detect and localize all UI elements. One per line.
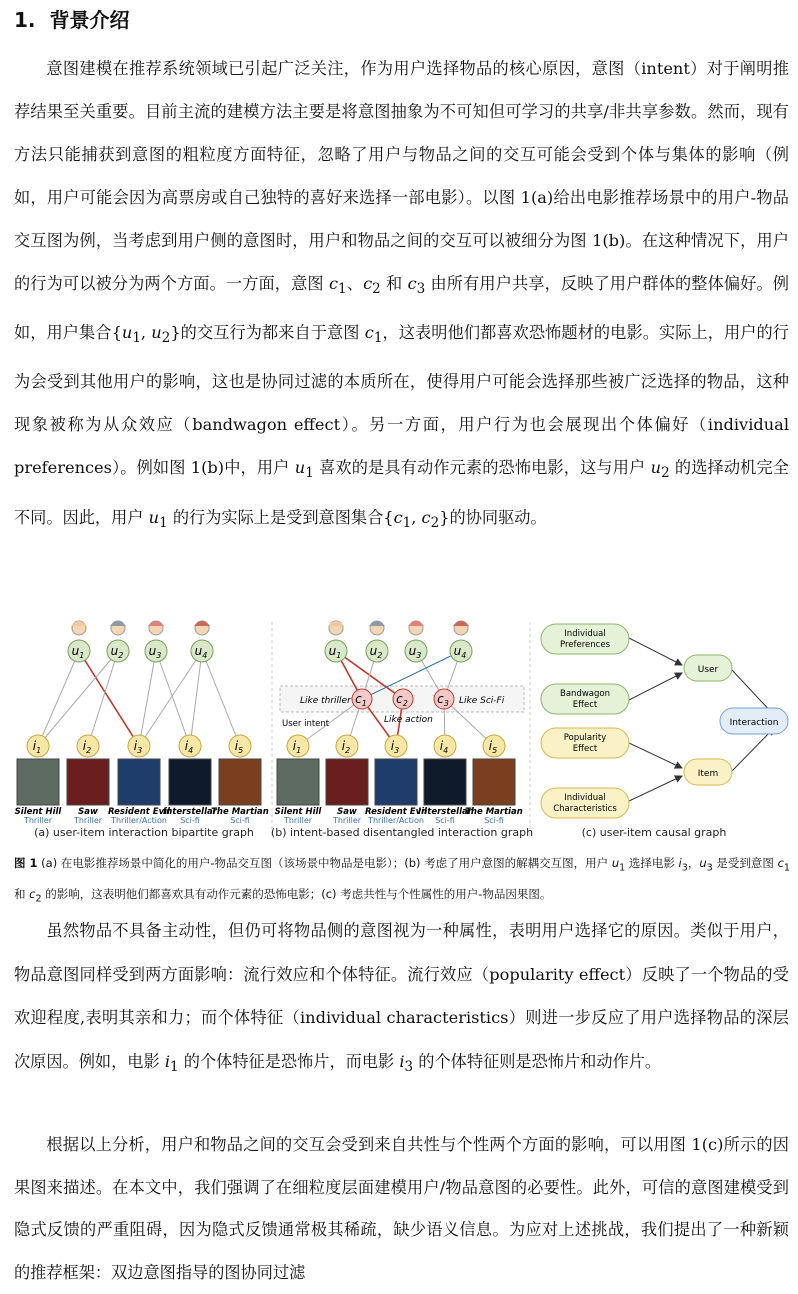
like-action-label: Like action <box>384 715 433 725</box>
user-intent-label: User intent <box>282 719 330 729</box>
movie-poster-5 <box>473 759 515 805</box>
user-hat-3 <box>148 621 164 626</box>
movie-title-1: Silent Hill <box>274 807 322 817</box>
intent-3-label: $c_3$ <box>437 692 449 708</box>
svg-text:Individual: Individual <box>564 629 606 639</box>
user-hat-4 <box>453 621 469 626</box>
item-5-label: $i_5$ <box>234 739 244 755</box>
user-3-label: $u_3$ <box>148 644 162 660</box>
svg-text:Preferences: Preferences <box>560 640 610 650</box>
movie-title-3: Resident Evil <box>365 807 427 817</box>
user-4-label: $u_4$ <box>453 644 467 660</box>
movie-genre-3: Thriller/Action <box>111 816 167 825</box>
movie-genre-4: Sci-fi <box>180 816 200 825</box>
user-hat-1 <box>328 621 344 626</box>
user-2-label: $u_2$ <box>369 644 383 660</box>
movie-poster-1 <box>277 759 319 805</box>
movie-genre-1: Thriller <box>283 816 313 825</box>
subcaption-b: (b) intent-based disentangled interaction graph <box>270 826 534 839</box>
like-scifi-label: Like Sci-Fi <box>459 696 505 706</box>
svg-text:Individual: Individual <box>564 793 606 803</box>
movie-title-2: Saw <box>337 807 357 817</box>
figure-1 <box>14 618 790 848</box>
user-hat-2 <box>369 621 385 626</box>
movie-genre-1: Thriller <box>23 816 53 825</box>
item-3-label: $i_3$ <box>133 739 143 755</box>
svg-text:Popularity: Popularity <box>563 733 607 743</box>
movie-poster-4 <box>424 759 466 805</box>
movie-genre-4: Sci-fi <box>435 816 455 825</box>
section-title: 背景介绍 <box>49 8 130 32</box>
movie-genre-2: Thriller <box>332 816 362 825</box>
movie-genre-5: Sci-fi <box>230 816 250 825</box>
paragraph-3: 根据以上分析，用户和物品之间的交互会受到来自共性与个性两个方面的影响，可以用图 1(c)所示的因果图来描述。在本文中，我们强调了在细粒度层面建模用户/物品意图的必要性。此外，可信的意图建模受到隐式反馈的严重阻碍，因为隐式反馈通常极其稀疏，缺少语义信息。为应对上述挑战，我们提出了一种新颖的推荐框架：双边意图指导的图协同过滤 <box>14 1135 789 1282</box>
item-2-label: $i_2$ <box>341 739 351 755</box>
movie-title-4: Interstellar <box>418 807 472 817</box>
svg-text:Item: Item <box>697 769 719 779</box>
paragraph-1: 意图建模在推荐系统领域已引起广泛关注，作为用户选择物品的核心原因，意图（intent）对于阐明推荐结果至关重要。目前主流的建模方法主要是将意图抽象为不可知但可学习的共享/非共享参数。然而，现有方法只能捕获到意图的粗粒度方面特征，忽略了用户与物品之间的交互可能会受到个体与集体的影响（例如，用户可能会因为高票房或自己独特的喜好来选择一部电影）。以图 1(a)给出电影推荐场景中的用户-物品交互图为例，当考虑到用户侧的意图时，用户和物品之间的交互可以被细分为图 1(b)。在这种情况下，用户的行为可以被分为两个方面。一方面，意图 $c_1$、$c_2$ 和 $c_3$ 由所有用户共享，反映了用户群体的整体偏好。例如，用户集合{$u_1$, $u_2$}的交互行为都来自于意图 $c_1$，这表明他们都喜欢恐怖题材的电影。实际上，用户的行为会受到其他用户的影响，这也是协同过滤的本质所在，使得用户可能会选择那些被广泛选择的物品，这种现象被称为从众效应（bandwagon effect）。另一方面，用户行为也会展现出个体偏好（individual preferences）。例如图 1(b)中，用户 $u_1$ 喜欢的是具有动作元素的恐怖电影，这与用户 $u_2$ 的选择动机完全不同。因此，用户 $u_1$ 的行为实际上是受到意图集合{$c_1$, $c_2$}的协同驱动。 <box>14 59 789 531</box>
subcaption-a: (a) user-item interaction bipartite graph <box>34 826 254 839</box>
user-hat-3 <box>408 621 424 626</box>
user-hat-4 <box>194 621 210 626</box>
user-3-label: $u_3$ <box>408 644 422 660</box>
svg-text:Effect: Effect <box>572 744 598 754</box>
svg-text:Bandwagon: Bandwagon <box>560 689 610 699</box>
subcaption-c: (c) user-item causal graph <box>581 826 727 839</box>
svg-text:Characteristics: Characteristics <box>553 804 617 814</box>
item-4-label: $i_4$ <box>439 739 449 755</box>
movie-genre-3: Thriller/Action <box>368 816 424 825</box>
movie-genre-5: Sci-fi <box>484 816 504 825</box>
intent-2-label: $c_2$ <box>396 692 408 708</box>
svg-text:User: User <box>697 665 719 675</box>
movie-poster-5 <box>219 759 261 805</box>
user-1-label: $u_1$ <box>328 644 342 660</box>
movie-poster-4 <box>169 759 211 805</box>
user-1-label: $u_1$ <box>71 644 85 660</box>
movie-genre-2: Thriller <box>73 816 103 825</box>
item-1-label: $i_1$ <box>32 739 42 755</box>
movie-title-4: Interstellar <box>163 807 217 817</box>
user-hat-2 <box>110 621 126 626</box>
movie-title-2: Saw <box>78 807 98 817</box>
movie-poster-2 <box>67 759 109 805</box>
user-2-label: $u_2$ <box>110 644 124 660</box>
movie-title-3: Resident Evil <box>108 807 170 817</box>
intent-1-label: $c_1$ <box>355 692 367 708</box>
movie-poster-3 <box>118 759 160 805</box>
section-number: 1. <box>14 8 36 32</box>
movie-poster-3 <box>375 759 417 805</box>
user-4-label: $u_4$ <box>194 644 208 660</box>
paragraph-2: 虽然物品不具备主动性，但仍可将物品侧的意图视为一种属性，表明用户选择它的原因。类似于用户，物品意图同样受到两方面影响：流行效应和个体特征。流行效应（popularity effect）反映了一个物品的受欢迎程度,表明其亲和力；而个体特征（individual characteristics）则进一步反应了用户选择物品的深层次原因。例如，电影 $i_1$ 的个体特征是恐怖片，而电影 $i_3$ 的个体特征则是恐怖片和动作片。 <box>14 921 789 1075</box>
figure-caption: 图 1 (a) 在电影推荐场景中简化的用户-物品交互图（该场景中物品是电影）；(b) 考虑了用户意图的解耦交互图，用户 $u_1$ 选择电影 $i_3$，$u_3$ 是受到意图 $c_1$ 和 $c_2$ 的影响，这表明他们都喜欢具有动作元素的恐怖电影；(c) 考虑共性与个性属性的用户-物品因果图。 <box>14 856 791 905</box>
item-3-label: $i_3$ <box>390 739 400 755</box>
movie-title-1: Silent Hill <box>14 807 62 817</box>
user-hat-1 <box>71 621 87 626</box>
panel-a <box>38 651 240 746</box>
item-1-label: $i_1$ <box>292 739 302 755</box>
movie-poster-1 <box>17 759 59 805</box>
svg-text:Effect: Effect <box>572 700 598 710</box>
item-4-label: $i_4$ <box>184 739 194 755</box>
panel-c <box>541 624 788 818</box>
movie-poster-2 <box>326 759 368 805</box>
item-5-label: $i_5$ <box>488 739 498 755</box>
movie-title-5: The Martian <box>211 807 269 817</box>
svg-text:Interaction: Interaction <box>729 718 779 728</box>
movie-title-5: The Martian <box>465 807 523 817</box>
like-thriller-label: Like thriller <box>300 696 351 706</box>
section-heading <box>14 4 129 33</box>
item-2-label: $i_2$ <box>82 739 92 755</box>
